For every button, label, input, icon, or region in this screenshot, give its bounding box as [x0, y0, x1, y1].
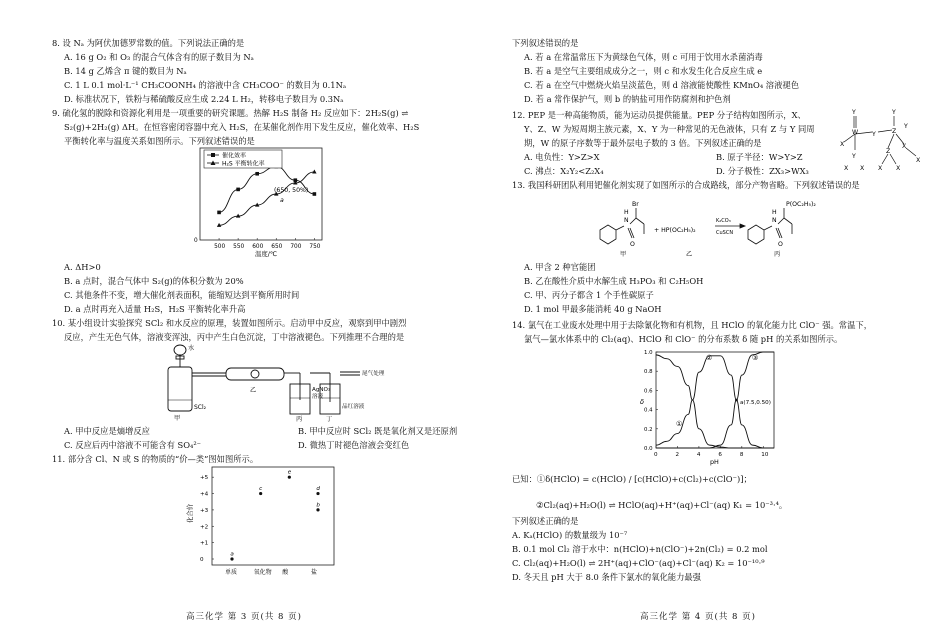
q11-ytick-label: +1	[200, 540, 209, 547]
q13-h1: H	[624, 209, 629, 216]
q9-xtick-label: 600	[252, 244, 264, 250]
q12-atom-y5: Y	[904, 123, 908, 130]
q12-line1: 12. PEP 是一种高能物质，能为运动员提供能量。PEP 分子结构如图所示，X、	[512, 110, 806, 120]
q12-atom-x2: X	[902, 143, 907, 150]
q11-ylabel: 化合价	[186, 503, 194, 523]
q12-option-a: A. 电负性：Y>Z>X	[524, 152, 600, 162]
q9-xtick-label: 700	[290, 244, 302, 250]
q9-legend	[204, 150, 282, 168]
q11-point-label-c: c	[259, 486, 263, 493]
q13-reagent-bot: CuSCN	[716, 230, 734, 236]
q12-atom-x7: X	[860, 165, 865, 172]
q10-label-water: 水	[188, 345, 195, 352]
q13-option-a: A. 甲含 2 种官能团	[524, 262, 596, 272]
q12-option-d: D. 分子极性：ZX₃>WX₃	[716, 166, 809, 176]
q14-ylabel: δ	[640, 398, 645, 406]
q11-point-e	[288, 476, 291, 479]
q14-xtick-label: 4	[696, 452, 701, 458]
q14-ytick-label: 0.4	[644, 407, 653, 414]
q10-label-pinhong: 品红溶液	[342, 404, 365, 410]
q9-line3: 平衡转化率与温度关系如图所示。下列叙述错误的是	[64, 136, 255, 146]
q11-chart	[186, 465, 346, 583]
q10-line2: 反应，产生无色气体，溶液变浑浊，丙中产生白色沉淀，丁中溶液褪色。下列推理不合理的是	[64, 332, 405, 342]
q11-ytick-label: +4	[200, 491, 209, 498]
q12-atom-x1: X	[840, 141, 845, 148]
q9-point-square	[236, 188, 240, 192]
q13-o1: O	[630, 241, 635, 248]
q14-known-2: ②Cl₂(aq)+H₂O(l) ⇌ HClO(aq)+H⁺(aq)+Cl⁻(aq) K₁ = 10⁻³·⁴。	[536, 500, 788, 510]
q12-atom-y3: Y	[852, 153, 856, 160]
q14-ytick-label: 0.6	[644, 388, 653, 395]
q12-line2: Y、Z、W 为短周期主族元素，X、Y 为一种常见的无色液体，只有 Z 与 Y 同周	[524, 124, 815, 134]
q11-point-label-a: a	[230, 551, 234, 558]
q12-line3: 期，W 的原子序数等于最外层电子数的 3 倍。下列叙述正确的是	[524, 138, 762, 148]
q14-chart	[636, 346, 782, 466]
q11-category-label: 单质	[225, 569, 238, 576]
q8-option-d: D. 标准状况下，铁粉与稀硫酸反应生成 2.24 L H₂，转移电子数目为 0.3Nₐ	[64, 94, 344, 104]
q10-label-jia: 甲	[174, 415, 181, 422]
q9-option-c: C. 其他条件不变，增大催化剂表面积，能缩短达到平衡所用时间	[64, 290, 300, 300]
q13-o2: O	[778, 241, 783, 248]
q11-stem: 11. 部分含 Cl、N 或 S 的物质的“价—类”图如图所示。	[52, 454, 259, 464]
q14-ytick-label: 0.2	[644, 426, 653, 433]
q13-h2: H	[772, 209, 777, 216]
q10-apparatus	[160, 342, 390, 422]
q9-option-b: B. a 点时，混合气体中 S₂(g)的体积分数为 20%	[64, 276, 244, 286]
q10-option-b: B. 甲中反应时 SCl₂ 既是氧化剂又是还原剂	[298, 426, 458, 436]
q9-xlabel: 温度/℃	[255, 250, 278, 258]
q12-atom-x3: X	[916, 157, 921, 164]
q9-xtick-label: 500	[214, 244, 226, 250]
q13-option-d: D. 1 mol 甲最多能消耗 40 g NaOH	[524, 304, 662, 314]
q14-option-d: D. 冬天且 pH 大于 8.0 条件下氯水的氧化能力最强	[512, 572, 701, 582]
q9-legend-2: H₂S 平衡转化率	[222, 160, 265, 168]
q13-label-yi: 乙	[686, 251, 693, 258]
q12-option-c: C. 沸点：X₂Y₂<Z₂X₄	[524, 166, 604, 176]
q14-xtick-label: 2	[675, 452, 680, 458]
q9-option-d: D. a 点时再充入适量 H₂S，H₂S 平衡转化率升高	[64, 304, 246, 314]
q14-line1: 14. 氯气在工业废水处理中用于去除氰化物和有机物，且 HClO 的氧化能力比 ClO⁻ 强。常温下，	[512, 320, 872, 330]
q12-atom-y2: Y	[892, 109, 896, 116]
q14-option-b: B. 0.1 mol Cl₂ 溶于水中：n(HClO)+n(ClO⁻)+2n(Cl₂) = 0.2 mol	[512, 544, 768, 554]
q10-label-ding: 丁	[326, 416, 333, 422]
q13-label-jia: 甲	[620, 251, 627, 258]
q10-label-soln: 溶液	[312, 394, 324, 400]
q8-option-c: C. 1 L 0.1 mol·L⁻¹ CH₃COONH₄ 的溶液中含 CH₃COO⁻ 的数目为 0.1Nₐ	[64, 80, 347, 90]
q14-ytick-label: 0.8	[644, 369, 653, 376]
q13-label-bing: 丙	[774, 251, 781, 258]
q13-option-b: B. 乙在酸性介质中水解生成 H₃PO₃ 和 C₂H₅OH	[524, 276, 704, 286]
q11-option-d: D. 若 a 常作保护气，则 b 的钠盐可用作防腐剂和护色剂	[524, 94, 731, 104]
q11-category-label: 氧化物	[253, 569, 272, 576]
q9-xtick-label: 550	[233, 244, 245, 250]
q11-ytick-label: 0	[200, 557, 204, 563]
q9-option-a: A. ΔH>0	[64, 262, 101, 272]
q11-point-label-b: b	[316, 502, 320, 509]
q14-ytick-label: 0.0	[644, 446, 653, 452]
q9-point-a: a	[280, 197, 284, 204]
q8-option-b: B. 14 g 乙烯含 π 键的数目为 Nₐ	[64, 66, 187, 76]
q14-line2: 氯气—氯水体系中的 Cl₂(aq)、HClO 和 ClO⁻ 的分布系数 δ 随 pH 的关系如图所示。	[524, 334, 843, 344]
q9-point-square	[313, 192, 317, 196]
q14-option-a: A. Kₐ(HClO) 的数量级为 10⁻⁷	[512, 530, 628, 540]
q14-xtick-label: 6	[718, 452, 722, 458]
q12-atom-x6: X	[844, 165, 849, 172]
q14-point-label: a(7.5,0.50)	[740, 400, 771, 406]
q11-point-label-d: d	[316, 486, 320, 493]
q14-stem: 下列叙述正确的是	[512, 516, 579, 526]
q9-point-square	[217, 211, 221, 215]
q14-series-label-1: ①	[676, 420, 683, 428]
q8-stem: 8. 设 Nₐ 为阿伏加德罗常数的值。下列说法正确的是	[52, 38, 245, 48]
q11-option-c: C. 若 a 在空气中燃烧火焰呈淡蓝色，则 d 溶液能使酸性 KMnO₄ 溶液褪色	[524, 80, 799, 90]
q14-option-c: C. Cl₂(aq)+H₂O(l) ⇌ 2H⁺(aq)+ClO⁻(aq)+Cl⁻(aq) K₂ = 10⁻¹⁰·⁹	[512, 558, 765, 568]
q9-line2: S₂(g)+2H₂(g) ΔH。在恒容密闭容器中充入 H₂S，在某催化剂作用下发生反应，催化效率、H₂S	[64, 122, 420, 132]
q9-point-square	[255, 172, 259, 176]
q13-option-c: C. 甲、丙分子都含 1 个手性碳原子	[524, 290, 654, 300]
q11-point-c	[259, 492, 262, 495]
q11-option-b: B. 若 a 是空气主要组成成分之一，则 c 和水发生化合反应生成 e	[524, 66, 763, 76]
q14-point-a	[735, 399, 738, 402]
q12-atom-z2: Z	[886, 148, 891, 155]
q11-point-b	[316, 508, 319, 511]
q14-xtick-label: 0	[654, 452, 658, 458]
q14-xlabel: pH	[710, 458, 719, 466]
q12-option-b: B. 原子半径：W>Y>Z	[716, 152, 803, 162]
q10-option-d: D. 微热丁时褪色溶液会变红色	[298, 440, 410, 450]
q9-origin-label: 0	[194, 238, 198, 244]
q10-label-scl2: SCl₂	[194, 404, 207, 411]
q13-stem: 13. 我国科研团队利用钯催化剂实现了如图所示的合成路线，部分产物省略。下列叙述错误的是	[512, 180, 860, 190]
page-footer-left: 高三化学 第 3 页(共 8 页)	[186, 612, 302, 622]
q13-scheme	[590, 194, 840, 258]
q12-structure	[832, 106, 924, 180]
q9-point-triangle	[312, 170, 316, 174]
q14-xtick-label: 10	[761, 452, 769, 458]
q9-xtick-label: 750	[309, 244, 321, 250]
q10-line1: 10. 某小组设计实验探究 SCl₂ 和水反应的原理，装置如图所示。启动甲中反应，观察到甲中剧烈	[52, 318, 407, 328]
q11-ytick-label: +3	[200, 507, 209, 514]
q9-line1: 9. 硫化氢的脱除和资源化利用是一项重要的研究课题。热解 H₂S 制备 H₂ 反应如下：2H₂S(g) ⇌	[52, 108, 409, 118]
q11-category-label: 酸	[282, 569, 289, 576]
q13-n2: N	[772, 217, 777, 224]
q13-p: P(OC₂H₅)₂	[786, 201, 816, 208]
q12-atom-x5: X	[896, 165, 901, 172]
q14-known-1: 已知：①δ(HClO) = c(HClO) / [c(HClO)+c(Cl₂)+c(ClO⁻)]；	[512, 474, 752, 484]
q9-chart	[190, 146, 330, 258]
q9-series-line-2	[219, 172, 314, 225]
q14-series-label-3: ③	[752, 354, 759, 362]
q14-series-label-2: ②	[706, 354, 713, 362]
q11-point-label-e: e	[287, 469, 292, 476]
q11-point-a	[230, 557, 233, 560]
q11-category-label: 盐	[311, 569, 318, 576]
q13-reagent-top: K₂CO₃	[716, 218, 731, 224]
q11-ytick-label: +5	[200, 475, 209, 482]
q9-legend-1: 催化效率	[222, 152, 247, 160]
page-footer-right: 高三化学 第 4 页(共 8 页)	[640, 612, 756, 622]
q11-point-d	[316, 492, 319, 495]
q12-atom-y4: Y	[872, 131, 876, 138]
q12-atom-z1: Z	[892, 128, 897, 135]
q10-label-yi: 乙	[250, 387, 257, 394]
q13-n1: N	[624, 217, 629, 224]
q10-option-c: C. 反应后丙中溶液不可能含有 SO₄²⁻	[64, 440, 202, 450]
q13-plus: + HP(OC₂H₅)₂	[654, 227, 696, 234]
q11-tail-stem: 下列叙述错误的是	[512, 38, 579, 48]
q9-point-label: (650, 50%)	[274, 187, 309, 194]
q14-xtick-label: 8	[739, 452, 744, 458]
q8-option-a: A. 16 g O₂ 和 O₃ 的混合气体含有的原子数目为 Nₐ	[64, 52, 254, 62]
q10-label-agno3: AgNO₃	[312, 387, 331, 393]
q14-ytick-label: 1.0	[644, 350, 653, 356]
q12-atom-x4: X	[878, 165, 883, 172]
q10-label-bing: 丙	[296, 416, 303, 422]
q10-option-a: A. 甲中反应是熵增反应	[64, 426, 150, 436]
q13-br: Br	[632, 201, 639, 208]
q11-ytick-label: +2	[200, 524, 209, 531]
q12-atom-w: W	[852, 129, 859, 136]
q12-atom-y1: Y	[852, 109, 856, 116]
q9-xtick-label: 650	[271, 244, 283, 250]
q10-label-tail: 尾气处理	[362, 371, 385, 377]
q11-option-a: A. 若 a 在常温常压下为黄绿色气体，则 c 可用于饮用水杀菌消毒	[524, 52, 763, 62]
